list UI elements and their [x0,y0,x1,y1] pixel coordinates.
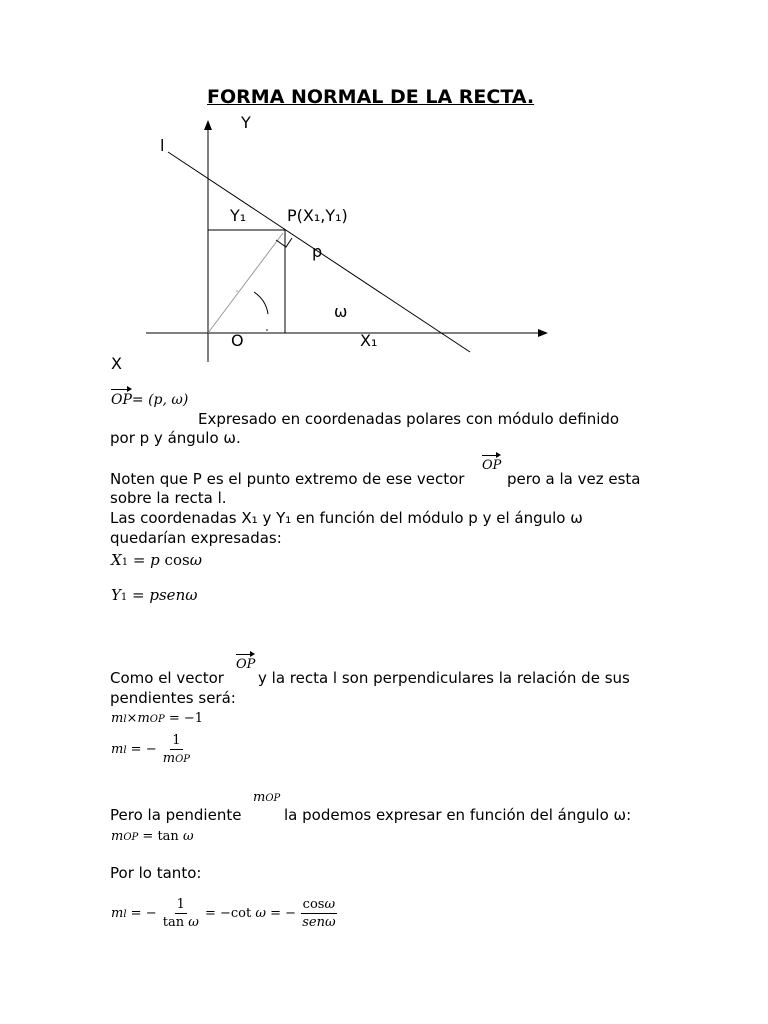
equation-slope-op: mOP = tan ω [111,829,194,844]
label-y1: Y₁ [230,206,247,225]
page-title: FORMA NORMAL DE LA RECTA. [207,86,535,108]
label-x-axis: X [111,354,122,373]
label-p: p [312,242,323,261]
y-axis-arrow [204,120,212,130]
vector-op [208,233,283,333]
paragraph-3-line-1b: y la recta l son perpendiculares la relación de sus [258,669,630,687]
paragraph-2-line-3: Las coordenadas X₁ y Y₁ en función del módulo p y el ángulo ω [110,509,583,527]
paragraph-2-line-1b: pero a la vez esta [507,470,641,488]
paragraph-1-line-1: Expresado en coordenadas polares con módulo definido [198,410,620,428]
label-y-axis: Y [241,113,251,132]
label-x1: X₁ [360,331,378,350]
paragraph-5: Por lo tanto: [110,864,202,882]
paragraph-4-line-1a: Pero la pendiente [110,806,242,824]
equation-x1: X1 = p cosω [111,551,202,569]
equation-slope-product: ml×mOP = −1 [111,711,204,726]
label-origin: O [231,331,244,350]
paragraph-3-line-1a: Como el vector [110,669,224,687]
inline-vector-op-2: OP [236,651,255,672]
equation-final: ml = − $\frac{1}{\text{tan ω}}$ = −cot ω = − $\frac{\cos\omega}{\text{senω}}$ [111,897,336,930]
equation-op: OP= (p, ω) [111,386,188,408]
paragraph-2-line-2: sobre la recta l. [110,489,227,507]
paragraph-2-line-1a: Noten que P es el punto extremo de ese vector [110,470,465,488]
vector-op-symbol: OP [111,386,132,408]
paragraph-3-line-2: pendientes será: [110,689,236,707]
paragraph-1-line-2: por p y ángulo ω. [110,429,241,447]
angle-arc [254,292,268,314]
label-line-l: l [160,136,165,155]
paragraph-2-line-4: quedarían expresadas: [110,529,282,547]
inline-m-op: mOP [253,790,281,805]
label-omega: ω [334,302,348,321]
inline-vector-op-1: OP [482,452,501,473]
normal-line-diagram [0,0,768,400]
equation-slope-l: ml = − $\frac{1}{\text{mOP}}$ [111,733,190,766]
x-axis-arrow [538,329,548,337]
paragraph-4-line-1b: la podemos expresar en función del ángulo ω: [284,806,632,824]
equation-y1: Y1 = psenω [111,586,198,604]
label-point-p: P(X₁,Y₁) [287,206,348,225]
